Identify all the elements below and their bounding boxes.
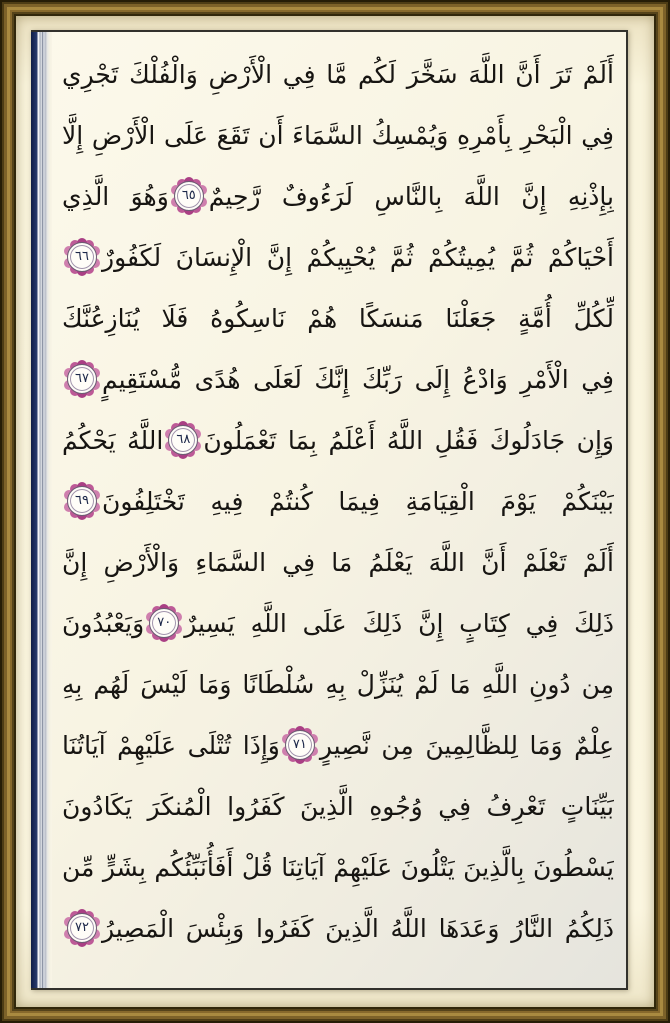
ayah-number: ٦٨ [176,431,191,447]
ayah-number: ٦٩ [75,492,89,508]
quran-text: وَيَعْبُدُونَ [62,609,145,638]
quran-text: يَسْطُونَ بِالَّذِينَ يَتْلُونَ عَلَيْهِمْ آيَاتِنَا قُلْ أَفَأُنَبِّئُكُم بِشَرٍّ مِّن [62,853,614,882]
quran-line [62,410,614,471]
mat-board [16,16,654,1007]
quran-line [62,288,614,349]
ayah-number: ٧٠ [157,614,172,630]
ayah-number: ٧٢ [75,919,89,935]
ayah-marker-icon [168,425,198,455]
quran-line [62,837,614,898]
ayah-marker-icon [285,730,315,760]
ayah-number: ٦٦ [75,248,89,264]
quran-text: مِن دُونِ اللَّهِ مَا لَمْ يُنَزِّلْ بِهِ سُلْطَانًا وَمَا لَيْسَ لَهُم بِهِ [62,670,614,699]
ayah-number: ٦٧ [75,370,89,386]
quran-text: فِي الْأَمْرِ وَادْعُ إِلَى رَبِّكَ إِنَّكَ لَعَلَى هُدًى مُّسْتَقِيمٍ [102,365,614,394]
ayah-marker-icon [174,181,204,211]
quran-text: وَإِذَا تُتْلَى عَلَيْهِمْ آيَاتُنَا [62,731,280,760]
quran-line [62,471,614,532]
quran-line [62,593,614,654]
quran-line [62,105,614,166]
quran-text: ذَلِكَ فِي كِتَابٍ إِنَّ ذَلِكَ عَلَى اللَّهِ يَسِيرٌ [184,609,614,638]
quran-text: عِلْمٌ وَمَا لِلظَّالِمِينَ مِن نَّصِيرٍ [319,731,614,760]
quran-text: أَلَمْ تَرَ أَنَّ اللَّهَ سَخَّرَ لَكُم مَّا فِي الْأَرْضِ وَالْفُلْكَ تَجْرِي [62,60,614,89]
ayah-marker-icon [67,486,97,516]
ayah-marker-icon [149,608,179,638]
quran-text: بِإِذْنِهِ إِنَّ اللَّهَ بِالنَّاسِ لَرَءُوفٌ رَّحِيمٌ [208,182,614,211]
quran-text: لِّكُلِّ أُمَّةٍ جَعَلْنَا مَنسَكًا هُمْ نَاسِكُوهُ فَلَا يُنَازِعُنَّكَ [62,304,614,333]
quran-line [62,898,614,959]
quran-text: أَحْيَاكُمْ ثُمَّ يُمِيتُكُمْ ثُمَّ يُحْيِيكُمْ إِنَّ الْإِنسَانَ لَكَفُورٌ [102,243,614,272]
quran-text: ذَلِكُمُ النَّارُ وَعَدَهَا اللَّهُ الَّذِينَ كَفَرُوا وَبِئْسَ الْمَصِيرُ [102,914,614,943]
quran-text: وَهُوَ الَّذِي [62,182,169,211]
ayah-number: ٦٥ [181,187,196,203]
quran-text-area [52,32,626,988]
quran-line [62,776,614,837]
quran-line [62,44,614,105]
quran-text: بَيِّنَاتٍ تَعْرِفُ فِي وُجُوهِ الَّذِينَ كَفَرُوا الْمُنكَرَ يَكَادُونَ [62,792,614,821]
ayah-marker-icon [67,242,97,272]
quran-line [62,715,614,776]
page-spine-edge [31,32,52,988]
quran-line [62,654,614,715]
quran-line [62,349,614,410]
quran-line [62,532,614,593]
quran-text: اللَّهُ يَحْكُمُ [62,426,164,455]
quran-text: بَيْنَكُمْ يَوْمَ الْقِيَامَةِ فِيمَا كُنتُمْ فِيهِ تَخْتَلِفُونَ [102,487,614,516]
quran-line [62,227,614,288]
quran-text: وَإِن جَادَلُوكَ فَقُلِ اللَّهُ أَعْلَمُ بِمَا تَعْمَلُونَ [203,426,614,455]
mushaf-page [31,30,628,990]
quran-line [62,166,614,227]
quran-text: فِي الْبَحْرِ بِأَمْرِهِ وَيُمْسِكُ السَّمَاءَ أَن تَقَعَ عَلَى الْأَرْضِ إِلَّا [62,121,614,150]
ayah-marker-icon [67,364,97,394]
quran-text: أَلَمْ تَعْلَمْ أَنَّ اللَّهَ يَعْلَمُ مَا فِي السَّمَاءِ وَالْأَرْضِ إِنَّ [62,548,614,577]
ayah-marker-icon [67,913,97,943]
ayah-number: ٧١ [292,736,307,752]
